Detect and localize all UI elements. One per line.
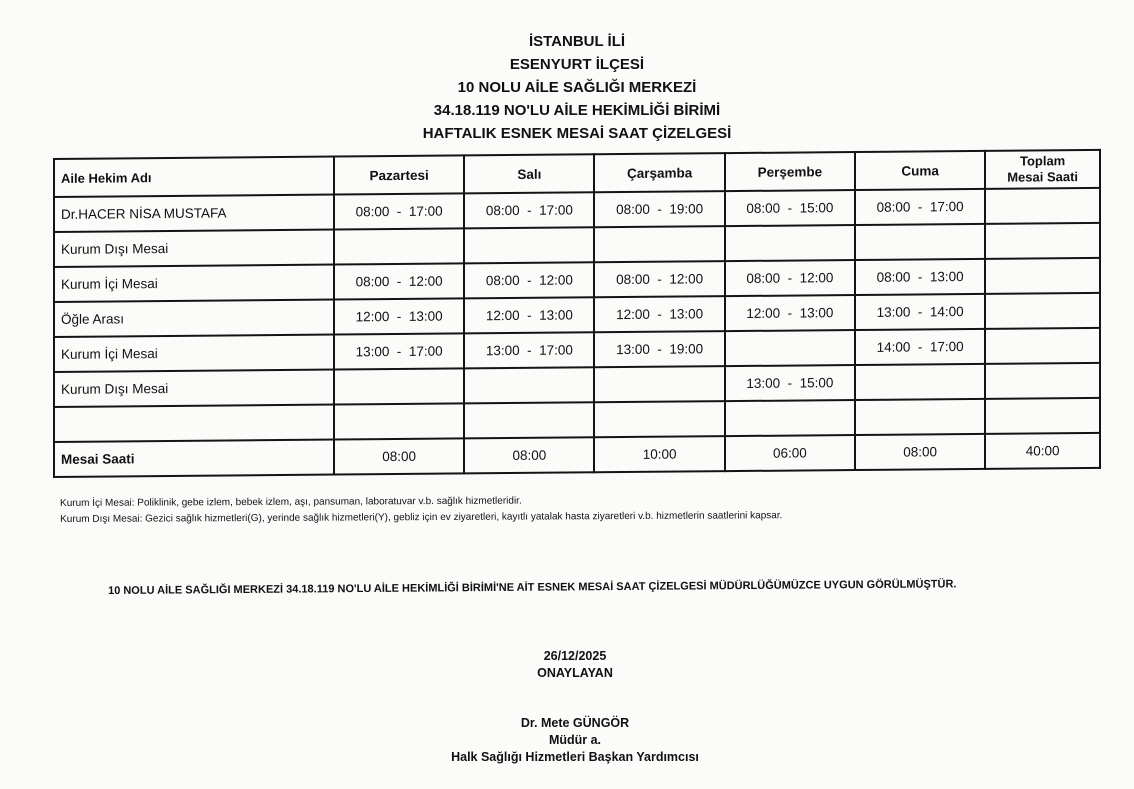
cell-thursday: 08:00 - 15:00 (725, 190, 855, 226)
signature-block (8, 648, 1134, 766)
cell-tuesday (464, 227, 594, 263)
cell-total (985, 328, 1100, 364)
cell-wednesday: 08:00 - 12:00 (594, 261, 724, 297)
cell-thursday: 12:00 - 13:00 (725, 295, 855, 331)
header-total-line1: Toplam (1019, 153, 1066, 169)
total-cell-friday: 08:00 (855, 434, 985, 470)
header-day-friday: Cuma (855, 151, 985, 190)
cell-thursday: 13:00 - 15:00 (725, 365, 855, 401)
approver-position: Halk Sağlığı Hizmetleri Başkan Yardımcısı (451, 750, 699, 764)
total-cell-wednesday: 10:00 (594, 436, 724, 472)
cell-thursday (725, 400, 855, 436)
cell-total (985, 363, 1100, 399)
cell-friday: 08:00 - 13:00 (855, 259, 985, 295)
cell-total (985, 188, 1100, 224)
cell-friday: 14:00 - 17:00 (855, 329, 985, 365)
cell-wednesday (594, 366, 724, 402)
header-total-line2: Mesai Saati (1007, 169, 1079, 185)
header-physician-name: Aile Hekim Adı (54, 157, 334, 197)
heading-province: İSTANBUL İLİ (528, 33, 626, 50)
cell-total (985, 293, 1100, 329)
heading-district: ESENYURT İLÇESİ (509, 56, 645, 73)
row-label: Kurum Dışı Mesai (54, 230, 334, 267)
cell-total (985, 223, 1100, 259)
total-cell-tuesday: 08:00 (464, 437, 594, 473)
cell-tuesday (464, 402, 594, 438)
total-row-label: Mesai Saati (54, 440, 334, 477)
cell-thursday (725, 330, 855, 366)
cell-monday: 08:00 - 17:00 (334, 193, 464, 229)
cell-tuesday: 12:00 - 13:00 (464, 297, 594, 333)
row-label: Kurum İçi Mesai (54, 265, 334, 302)
cell-friday (855, 224, 985, 260)
approver-title: Müdür a. (548, 733, 602, 747)
cell-monday: 12:00 - 13:00 (334, 298, 464, 334)
header-day-wednesday: Çarşamba (594, 153, 724, 192)
total-cell-weekly: 40:00 (985, 433, 1100, 469)
cell-wednesday: 13:00 - 19:00 (594, 331, 724, 367)
cell-monday (334, 228, 464, 264)
cell-friday: 08:00 - 17:00 (855, 189, 985, 225)
cell-friday (855, 364, 985, 400)
heading-title: HAFTALIK ESNEK MESAİ SAAT ÇİZELGESİ (422, 125, 732, 142)
cell-tuesday: 13:00 - 17:00 (464, 332, 594, 368)
row-label: Öğle Arası (54, 300, 334, 337)
schedule-table (53, 149, 1101, 478)
cell-monday: 08:00 - 12:00 (334, 263, 464, 299)
footnote-external-hours: Kurum Dışı Mesai: Gezici sağlık hizmetleri(G), yerinde sağlık hizmetleri(Y), gebliz için ev ziyaretleri, kayıtlı yatalak hasta ziyaretleri v.b. hizmetlerin saatlerini kapsar. (60, 510, 783, 525)
cell-friday (855, 399, 985, 435)
footnotes (60, 492, 782, 528)
approval-date: 26/12/2025 (543, 649, 607, 663)
heading-unit: 34.18.119 NO'LU AİLE HEKİMLİĞİ BİRİMİ (433, 102, 721, 119)
cell-tuesday (464, 367, 594, 403)
cell-wednesday: 08:00 - 19:00 (594, 191, 724, 227)
cell-tuesday: 08:00 - 17:00 (464, 192, 594, 228)
total-cell-monday: 08:00 (334, 438, 464, 474)
cell-total (985, 398, 1100, 434)
header-day-monday: Pazartesi (334, 155, 464, 194)
cell-wednesday: 12:00 - 13:00 (594, 296, 724, 332)
approver-name: Dr. Mete GÜNGÖR (520, 716, 630, 730)
approval-statement: 10 NOLU AİLE SAĞLIĞI MERKEZİ 34.18.119 NO'LU AİLE HEKİMLİĞİ BİRİMİ'NE AİT ESNEK MESAİ SAAT ÇİZELGESİ MÜDÜRLÜĞÜMÜZCE UYGUN GÖRÜLMÜŞTÜR. (108, 578, 957, 597)
cell-tuesday: 08:00 - 12:00 (464, 262, 594, 298)
row-label: Dr.HACER NİSA MUSTAFA (54, 195, 334, 232)
cell-wednesday (594, 226, 724, 262)
row-label: Kurum Dışı Mesai (54, 370, 334, 407)
total-cell-thursday: 06:00 (725, 435, 855, 471)
cell-thursday (725, 225, 855, 261)
table-body (54, 188, 1100, 442)
row-label: Kurum İçi Mesai (54, 335, 334, 372)
cell-wednesday (594, 401, 724, 437)
header-day-thursday: Perşembe (725, 152, 855, 191)
cell-total (985, 258, 1100, 294)
cell-thursday: 08:00 - 12:00 (725, 260, 855, 296)
row-label (54, 405, 334, 442)
heading-health-center: 10 NOLU AİLE SAĞLIĞI MERKEZİ (457, 79, 697, 96)
footnote-internal-hours: Kurum İçi Mesai: Poliklinik, gebe izlem, bebek izlem, aşı, pansuman, laboratuvar v.b. sağlık hizmetleridir. (60, 495, 522, 509)
cell-monday (334, 368, 464, 404)
document-heading (10, 30, 1134, 145)
cell-monday: 13:00 - 17:00 (334, 333, 464, 369)
header-total-hours (985, 150, 1100, 189)
header-day-tuesday: Salı (464, 154, 594, 193)
approver-role-label: ONAYLAYAN (537, 666, 613, 680)
cell-monday (334, 403, 464, 439)
cell-friday: 13:00 - 14:00 (855, 294, 985, 330)
